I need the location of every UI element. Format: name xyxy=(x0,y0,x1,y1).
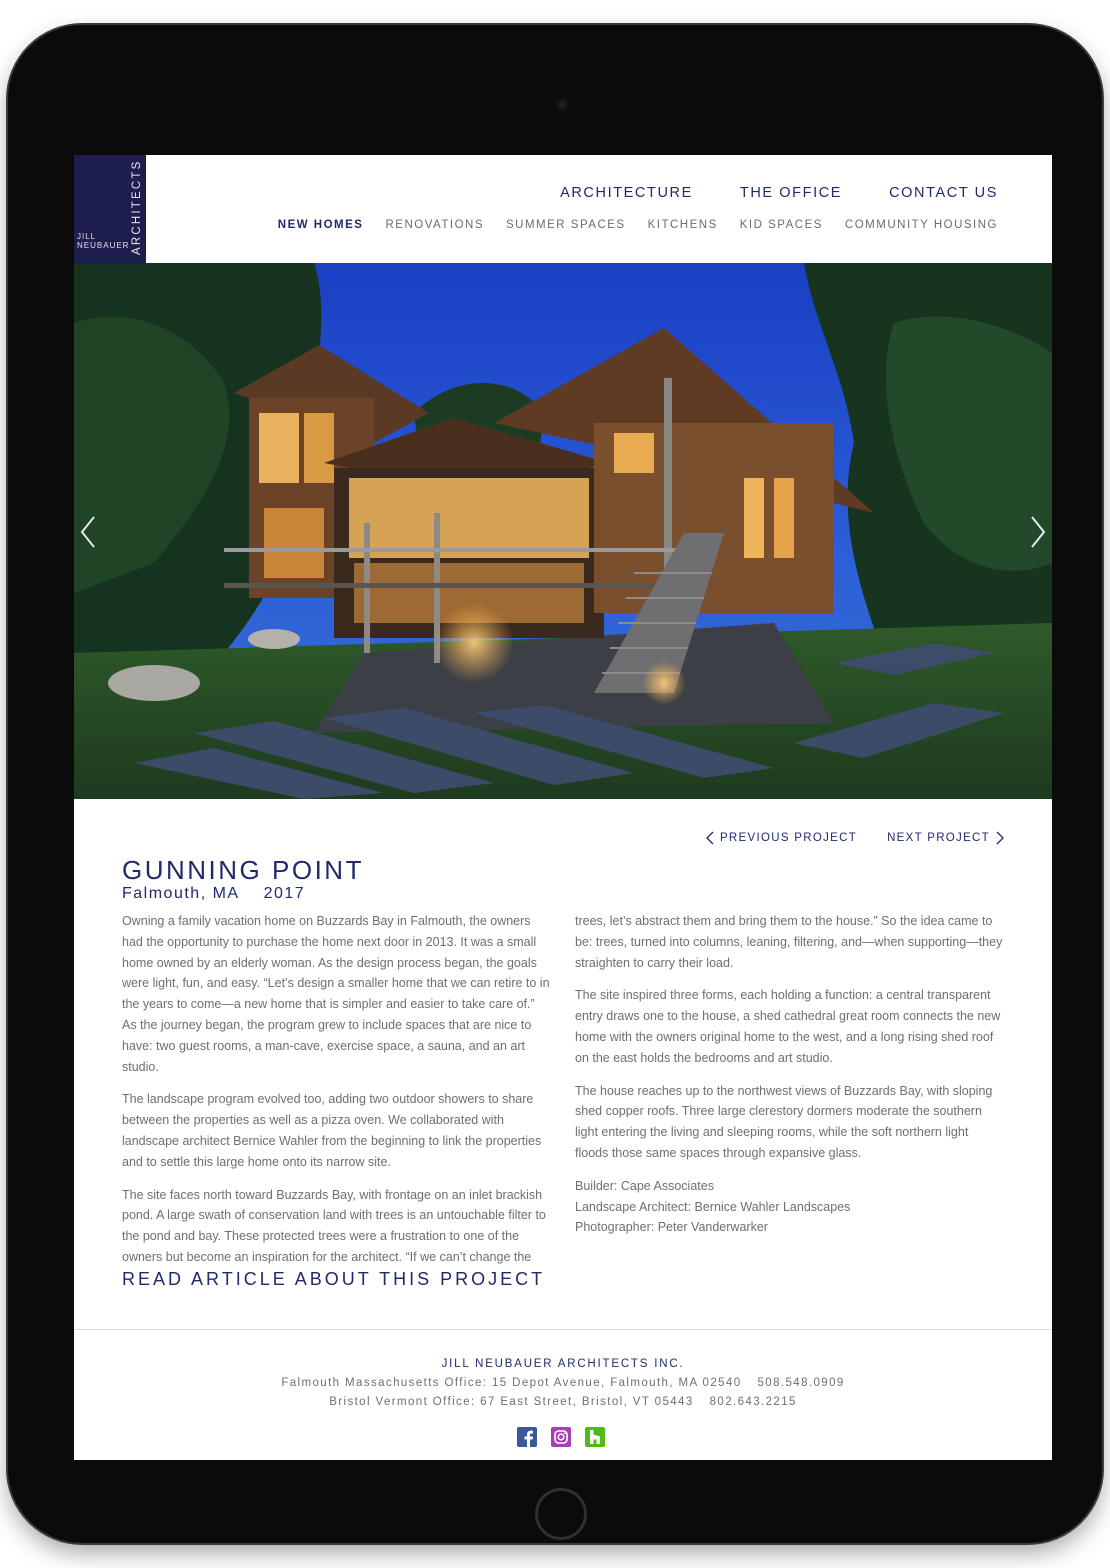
secondary-nav xyxy=(278,219,998,231)
next-project-label: NEXT PROJECT xyxy=(887,832,990,844)
footer-office-bristol xyxy=(74,1396,1052,1408)
footer-company-name: JILL NEUBAUER ARCHITECTS INC. xyxy=(441,1358,685,1370)
description-left-column xyxy=(122,911,550,1264)
camera-lens xyxy=(555,98,569,112)
subnav-new-homes[interactable]: NEW HOMES xyxy=(277,219,364,231)
logo-small-text: JILL NEUBAUER xyxy=(77,232,130,250)
subnav-summer-spaces[interactable]: SUMMER SPACES xyxy=(505,219,626,231)
description-paragraph: The site inspired three forms, each holding a function: a central transparent entry draws one to the house, a shed cathedral great room connects the new home with the owners original home to the west, and a long rising shed roof on the east holds the bedrooms and art studio. xyxy=(575,988,1001,1065)
instagram-icon[interactable] xyxy=(551,1427,571,1447)
chevron-left-icon xyxy=(706,831,714,845)
credit-builder: Builder: Cape Associates xyxy=(575,1178,714,1193)
falmouth-address: Falmouth Massachusetts Office: 15 Depot Avenue, Falmouth, MA 02540 xyxy=(281,1377,742,1389)
site-logo[interactable] xyxy=(74,155,146,263)
houzz-glyph xyxy=(585,1427,605,1447)
footer-office-falmouth xyxy=(74,1377,1052,1389)
primary-nav xyxy=(560,185,998,201)
subnav-kid-spaces[interactable]: KID SPACES xyxy=(739,219,823,231)
nav-the-office[interactable]: THE OFFICE xyxy=(739,185,843,201)
credit-landscape-architect: Landscape Architect: Bernice Wahler Landscapes xyxy=(575,1199,851,1214)
credit-photographer: Photographer: Peter Vanderwarker xyxy=(575,1220,768,1235)
project-credits xyxy=(575,1176,1003,1238)
description-paragraph: The site faces north toward Buzzards Bay, with frontage on an inlet brackish pond. A large swath of conservation land with trees is an untouchable filter to the pond and bay. These protected trees were a frustration to one of the owners but become an inspiration for the architect. “If we can’t change the xyxy=(122,1187,546,1264)
project-navigation xyxy=(706,831,1004,845)
project-location: Falmouth, MA xyxy=(122,885,240,902)
slider-prev-arrow[interactable] xyxy=(78,515,98,549)
project-subtitle xyxy=(122,885,305,903)
chevron-right-icon xyxy=(1028,515,1048,549)
bristol-address: Bristol Vermont Office: 67 East Street, Bristol, VT 05443 xyxy=(329,1396,694,1408)
description-paragraph: trees, let’s abstract them and bring them to the house.” So the idea came to be: trees, turned into columns, leaning, filtering, and—when supporting—they straighten to carry their load. xyxy=(575,914,1003,970)
hero-photo xyxy=(74,263,1052,799)
subnav-renovations[interactable]: RENOVATIONS xyxy=(385,219,484,231)
subnav-community-housing[interactable]: COMMUNITY HOUSING xyxy=(844,219,998,231)
description-paragraph: The house reaches up to the northwest views of Buzzards Bay, with sloping shed copper roofs. Three large clerestory dormers moderate the southern light entering the living and sleeping rooms, while the soft northern light floods those same spaces through expansive glass. xyxy=(575,1083,993,1160)
next-project-link[interactable] xyxy=(887,831,1004,845)
houzz-icon[interactable] xyxy=(585,1427,605,1447)
nav-architecture[interactable]: ARCHITECTURE xyxy=(560,185,693,201)
previous-project-label: PREVIOUS PROJECT xyxy=(719,832,858,844)
social-links xyxy=(517,1427,605,1447)
chevron-left-icon xyxy=(78,515,98,549)
nav-contact-us[interactable]: CONTACT US xyxy=(889,185,998,201)
description-right-column xyxy=(575,911,1003,1238)
bristol-phone[interactable]: 802.643.2215 xyxy=(709,1396,797,1408)
description-paragraph: Owning a family vacation home on Buzzards Bay in Falmouth, the owners had the opportunity to purchase the home next door in 2013. It was a small home owned by an elderly woman. As the design process began, the goals were light, fun, and easy. “Let’s design a smaller home that we can retire to in the years to come—a new home that is simpler and easier to take care of.” As the journey began, the program grew to include spaces that are nice to have: two guest rooms, a man-cave, exercise space, a sauna, and an art studio. xyxy=(122,914,550,1074)
facebook-icon[interactable] xyxy=(517,1427,537,1447)
project-title: GUNNING POINT xyxy=(122,855,364,885)
home-button[interactable] xyxy=(535,1488,587,1540)
description-paragraph: The landscape program evolved too, adding two outdoor showers to share between the properties as well as a pizza oven. We collaborated with landscape architect Bernice Wahler from the beginning to link the properties and to settle this large home onto its narrow site. xyxy=(122,1092,542,1169)
slider-next-arrow[interactable] xyxy=(1028,515,1048,549)
previous-project-link[interactable] xyxy=(706,831,857,845)
hero-slider xyxy=(74,263,1052,799)
browser-screen xyxy=(74,155,1052,1460)
falmouth-phone[interactable]: 508.548.0909 xyxy=(757,1377,845,1389)
chevron-right-icon xyxy=(996,831,1004,845)
logo-vertical-text: ARCHITECTS xyxy=(131,159,143,255)
site-footer xyxy=(74,1329,1052,1461)
project-year: 2017 xyxy=(263,885,306,902)
tablet-frame xyxy=(8,25,1102,1543)
subnav-kitchens[interactable]: KITCHENS xyxy=(647,219,718,231)
instagram-glyph xyxy=(551,1427,571,1447)
read-article-link[interactable]: READ ARTICLE ABOUT THIS PROJECT xyxy=(122,1269,546,1289)
facebook-glyph xyxy=(517,1427,537,1447)
